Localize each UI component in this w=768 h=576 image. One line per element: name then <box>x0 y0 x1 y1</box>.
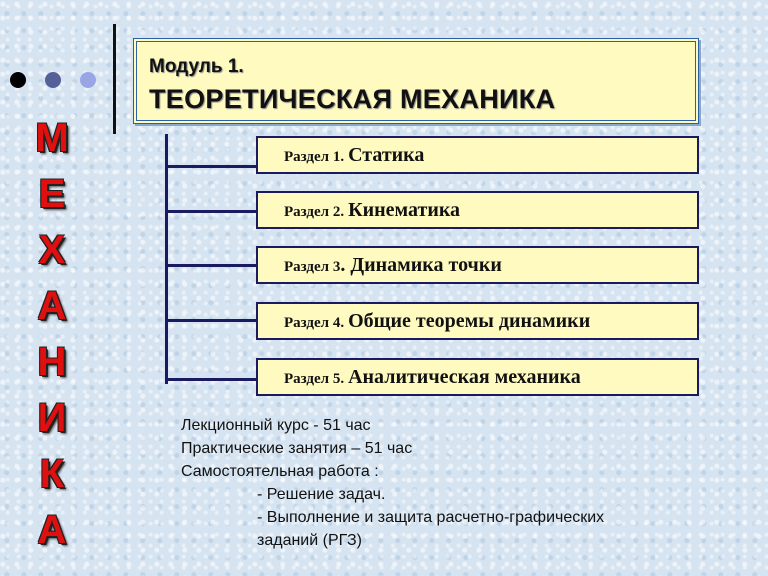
header-divider-line <box>113 24 116 134</box>
section-prefix: Раздел 5. <box>284 371 345 387</box>
vertical-letter: М <box>35 116 69 160</box>
section-box-4 <box>256 302 699 340</box>
section-name: Аналитическая механика <box>348 366 581 388</box>
bullet-dot-slate <box>45 72 61 88</box>
bullet-dot-black <box>10 72 26 88</box>
vertical-letter: А <box>37 508 67 552</box>
section-box-5 <box>256 358 699 396</box>
tree-branch-line <box>165 210 257 213</box>
vertical-letter: К <box>39 452 65 496</box>
tree-branch-line <box>165 165 257 168</box>
tree-branch-line <box>165 378 257 381</box>
vertical-letter: И <box>37 396 67 440</box>
info-subline: - Выполнение и защита расчетно-графических <box>257 509 605 526</box>
section-prefix: Раздел 2. <box>284 204 345 220</box>
vertical-title <box>22 110 82 558</box>
vertical-letter: Н <box>37 340 67 384</box>
section-box-3 <box>256 246 699 284</box>
info-subline: заданий (РГЗ) <box>257 532 362 549</box>
section-name: Кинематика <box>348 199 461 221</box>
vertical-letter: Х <box>38 228 66 272</box>
tree-branch-line <box>165 319 257 322</box>
course-info <box>181 414 604 552</box>
section-name: . Динамика точки <box>340 254 502 276</box>
info-line-selfwork: Самостоятельная работа : <box>181 463 379 480</box>
section-box-2 <box>256 191 699 229</box>
section-name: Статика <box>348 144 425 166</box>
module-title-box <box>133 38 699 124</box>
section-prefix: Раздел 1. <box>284 149 345 165</box>
section-prefix: Раздел 3 <box>284 259 341 275</box>
tree-branch-line <box>165 264 257 267</box>
tree-trunk-line <box>165 134 168 384</box>
section-prefix: Раздел 4. <box>284 315 345 331</box>
info-line-practice: Практические занятия – 51 час <box>181 440 413 457</box>
info-subline: - Решение задач. <box>257 486 386 503</box>
section-box-1 <box>256 136 699 174</box>
vertical-letter: Е <box>38 172 66 216</box>
vertical-letter: А <box>37 284 67 328</box>
module-title: ТЕОРЕТИЧЕСКАЯ МЕХАНИКА <box>149 84 556 114</box>
section-name: Общие теоремы динамики <box>348 310 591 332</box>
info-line-lectures: Лекционный курс - 51 час <box>181 417 371 434</box>
module-number: Модуль 1. <box>149 56 244 77</box>
bullet-dot-lavender <box>80 72 96 88</box>
